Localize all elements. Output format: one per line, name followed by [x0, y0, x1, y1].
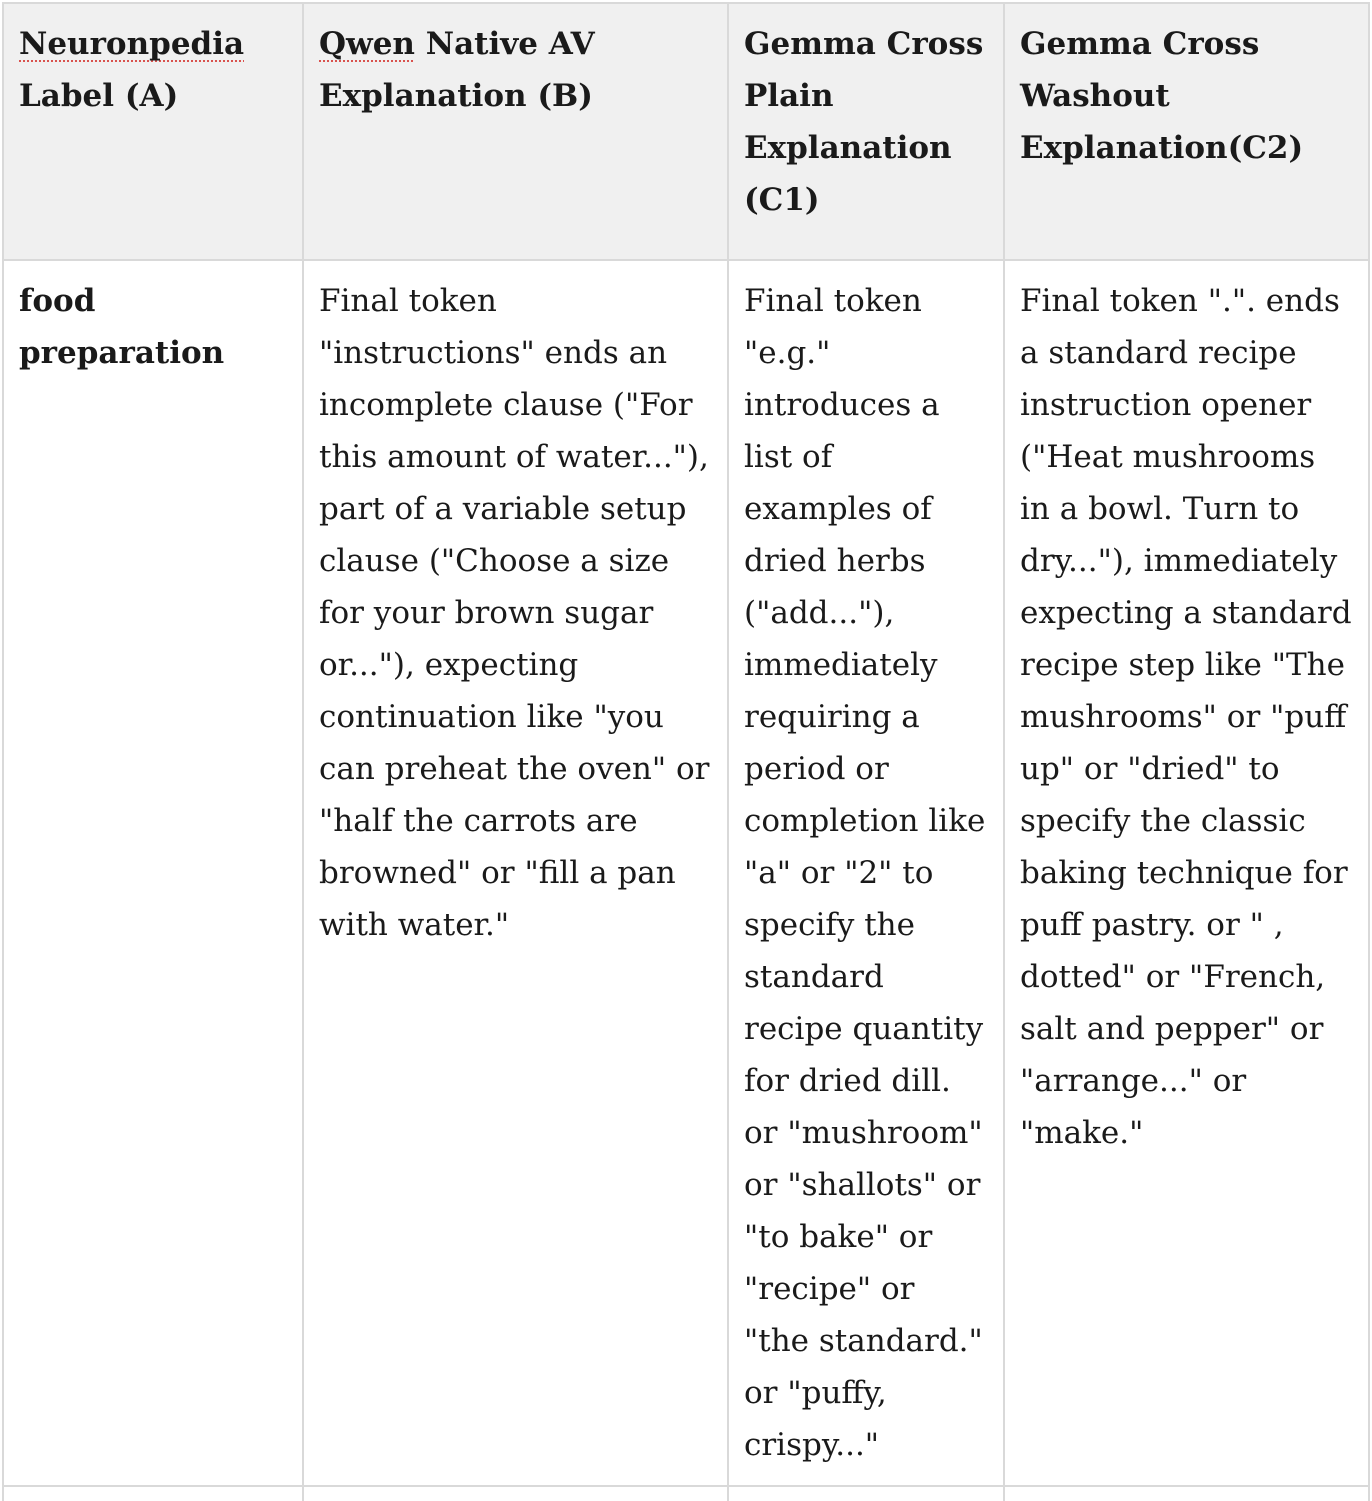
spellcheck-word: Qwen — [319, 26, 415, 62]
table-row — [3, 260, 1369, 1486]
header-neuronpedia-label: Neuronpedia Label (A) — [3, 3, 303, 260]
explanations-table — [2, 2, 1370, 1501]
spellcheck-word: Neuronpedia — [19, 26, 245, 62]
cell-stub — [1004, 1486, 1369, 1501]
header-gemma-washout: Gemma Cross Washout Explanation(C2) — [1004, 3, 1369, 260]
header-row — [3, 3, 1369, 260]
cell-gemma-washout: Final token ".". ends a standard recipe instruction opener ("Heat mushrooms in a bowl. Turn to dry..."), immediately expecting a standard recipe step like "The mushrooms" or "puff up" or "dried" to specify the classic baking technique for puff pastry. or " , dotted" or "French, salt and pepper" or "arrange..." or "make." — [1004, 260, 1369, 1486]
cell-stub — [728, 1486, 1004, 1501]
cell-stub — [3, 1486, 303, 1501]
cell-label: food preparation — [3, 260, 303, 1486]
cell-stub — [303, 1486, 728, 1501]
table-row-partial — [3, 1486, 1369, 1501]
header-qwen-native: Qwen Native AV Explanation (B) — [303, 3, 728, 260]
cell-qwen-native: Final token "instructions" ends an incomplete clause ("For this amount of water..."), part of a variable setup clause ("Choose a size for your brown sugar or..."), expecting continuation like "you can preheat the oven" or "half the carrots are browned" or "fill a pan with water." — [303, 260, 728, 1486]
header-gemma-plain: Gemma Cross Plain Explanation (C1) — [728, 3, 1004, 260]
cell-gemma-plain: Final token "e.g." introduces a list of examples of dried herbs ("add..."), immediately requiring a period or completion like "a" or "2" to specify the standard recipe quantity for dried dill. or "mushroom" or "shallots" or "to bake" or "recipe" or "the standard." or "puffy, crispy..." — [728, 260, 1004, 1486]
